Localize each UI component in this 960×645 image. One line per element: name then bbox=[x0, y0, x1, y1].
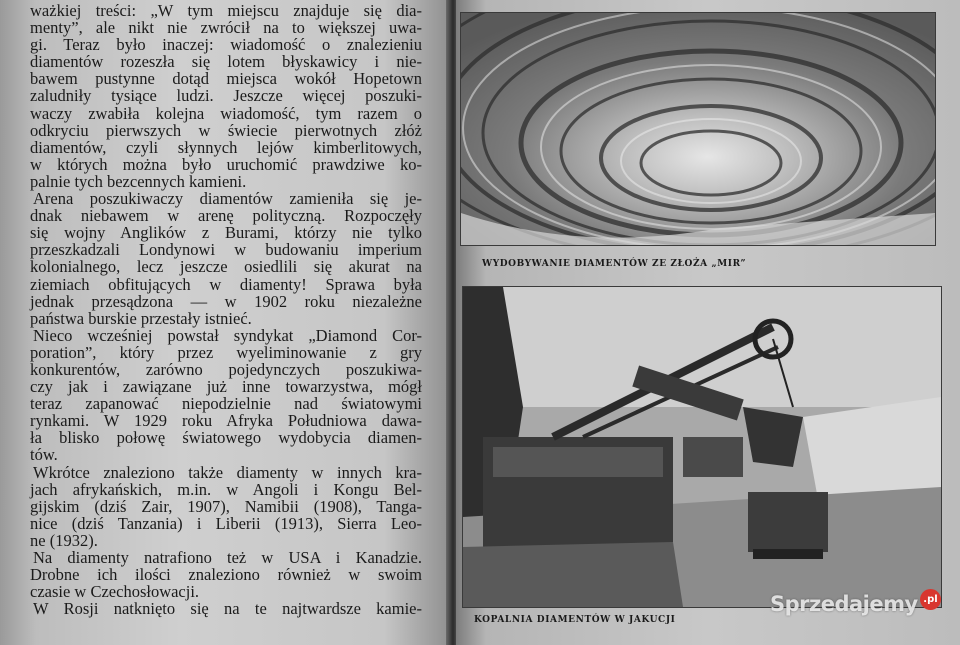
watermark-logo: Sprzedajemy bbox=[770, 592, 918, 616]
text-line: ła blisko połowę światowego wydobycia diamen- bbox=[30, 428, 422, 448]
text-line: W Rosji natknięto się na te najtwardsze kamie- bbox=[33, 599, 422, 619]
text-line: gijskim (dziś Zair, 1907), Namibii (1908), Tanga- bbox=[30, 496, 422, 516]
text-line: państwa burskie przestały istnieć. bbox=[30, 308, 252, 328]
text-line: diamentów, czyli słynnych lejów kimberlitowych, bbox=[30, 137, 422, 157]
text-line: się wojny Anglików z Burami, którzy nie tylko bbox=[30, 223, 422, 243]
text-line: nice (dziś Tanzania) i Liberii (1913), Sierra Leo- bbox=[30, 513, 422, 533]
right-page bbox=[456, 0, 960, 645]
text-line: Arena poszukiwaczy diamentów zamieniła się je- bbox=[33, 189, 422, 209]
text-line: ziemiach obfitujących w diamenty! Sprawa była bbox=[30, 274, 422, 294]
text-line: poration”, który przez wyeliminowanie z gry bbox=[30, 342, 422, 362]
text-line: gi. Teraz było inaczej: wiadomość o znalezieniu bbox=[30, 35, 422, 55]
text-line: Wkrótce znaleziono także diamenty w innych kra- bbox=[33, 462, 422, 482]
text-line: jach afrykańskich, m.in. w Angoli i Kongu Bel- bbox=[30, 479, 422, 499]
text-line: dnak niebawem w arenę polityczną. Rozpoczęły bbox=[30, 206, 422, 226]
left-page bbox=[0, 0, 452, 645]
text-line: ważkiej treści: „W tym miejscu znajduje się dia- bbox=[30, 1, 422, 20]
photo2-caption: KOPALNIA DIAMENTÓW W JAKUCJI bbox=[474, 615, 676, 625]
text-line: czasie w Czechosłowacji. bbox=[30, 582, 200, 602]
text-line: czy jak i zawiązane już inne towarzystwa, mógł bbox=[30, 377, 422, 397]
text-line: ne (1932). bbox=[30, 530, 98, 550]
text-line: rynkami. W 1929 roku Afryka Południowa dawa- bbox=[30, 411, 422, 431]
watermark-badge: .pl bbox=[920, 589, 941, 610]
left-page-text bbox=[30, 2, 422, 617]
text-line: teraz zapanować niepodzielnie nad światowymi bbox=[30, 394, 422, 414]
text-line: zaludniły tysiące ludzi. Jeszcze więcej poszuki- bbox=[30, 86, 422, 106]
text-line: waczy zwabiła kolejna wiadomość, tym razem o bbox=[30, 103, 422, 123]
text-line: Drobne ich ilości znaleziono również w swoim bbox=[30, 565, 422, 585]
text-line: bawem pustynne dotąd miejsca wokół Hopetown bbox=[30, 69, 422, 89]
text-line: przeszkadzali Londynowi w budowaniu imperium bbox=[30, 240, 422, 260]
text-line: menty”, ale nikt nie zwrócił na to większej uwa- bbox=[30, 18, 422, 38]
text-line: w których można było uruchomić prawdziwe ko- bbox=[30, 154, 422, 174]
excavator-photo bbox=[462, 286, 942, 608]
text-line: Nieco wcześniej powstał syndykat „Diamond Cor- bbox=[33, 325, 422, 345]
open-pit-mine-photo bbox=[460, 12, 936, 246]
photo1-caption: WYDOBYWANIE DIAMENTÓW ZE ZŁOŻA „MIR” bbox=[482, 259, 747, 269]
text-line: odkryciu pierwszych w świecie pierwotnych złóż bbox=[30, 120, 422, 140]
text-line: Na diamenty natrafiono też w USA i Kanadzie. bbox=[33, 548, 422, 567]
text-line: palnie tych bezcennych kamieni. bbox=[30, 171, 247, 191]
text-line: konkurentów, zarówno pojedynczych poszukiwa- bbox=[30, 359, 422, 379]
text-line: tów. bbox=[30, 445, 58, 465]
text-line: diamentów rozeszła się lotem błyskawicy i nie- bbox=[30, 52, 422, 72]
text-line: jednak przesądzona — w 1902 roku niezależne bbox=[30, 291, 422, 311]
text-line: kolonialnego, lecz jeszcze osiedlili się akurat na bbox=[30, 257, 422, 277]
